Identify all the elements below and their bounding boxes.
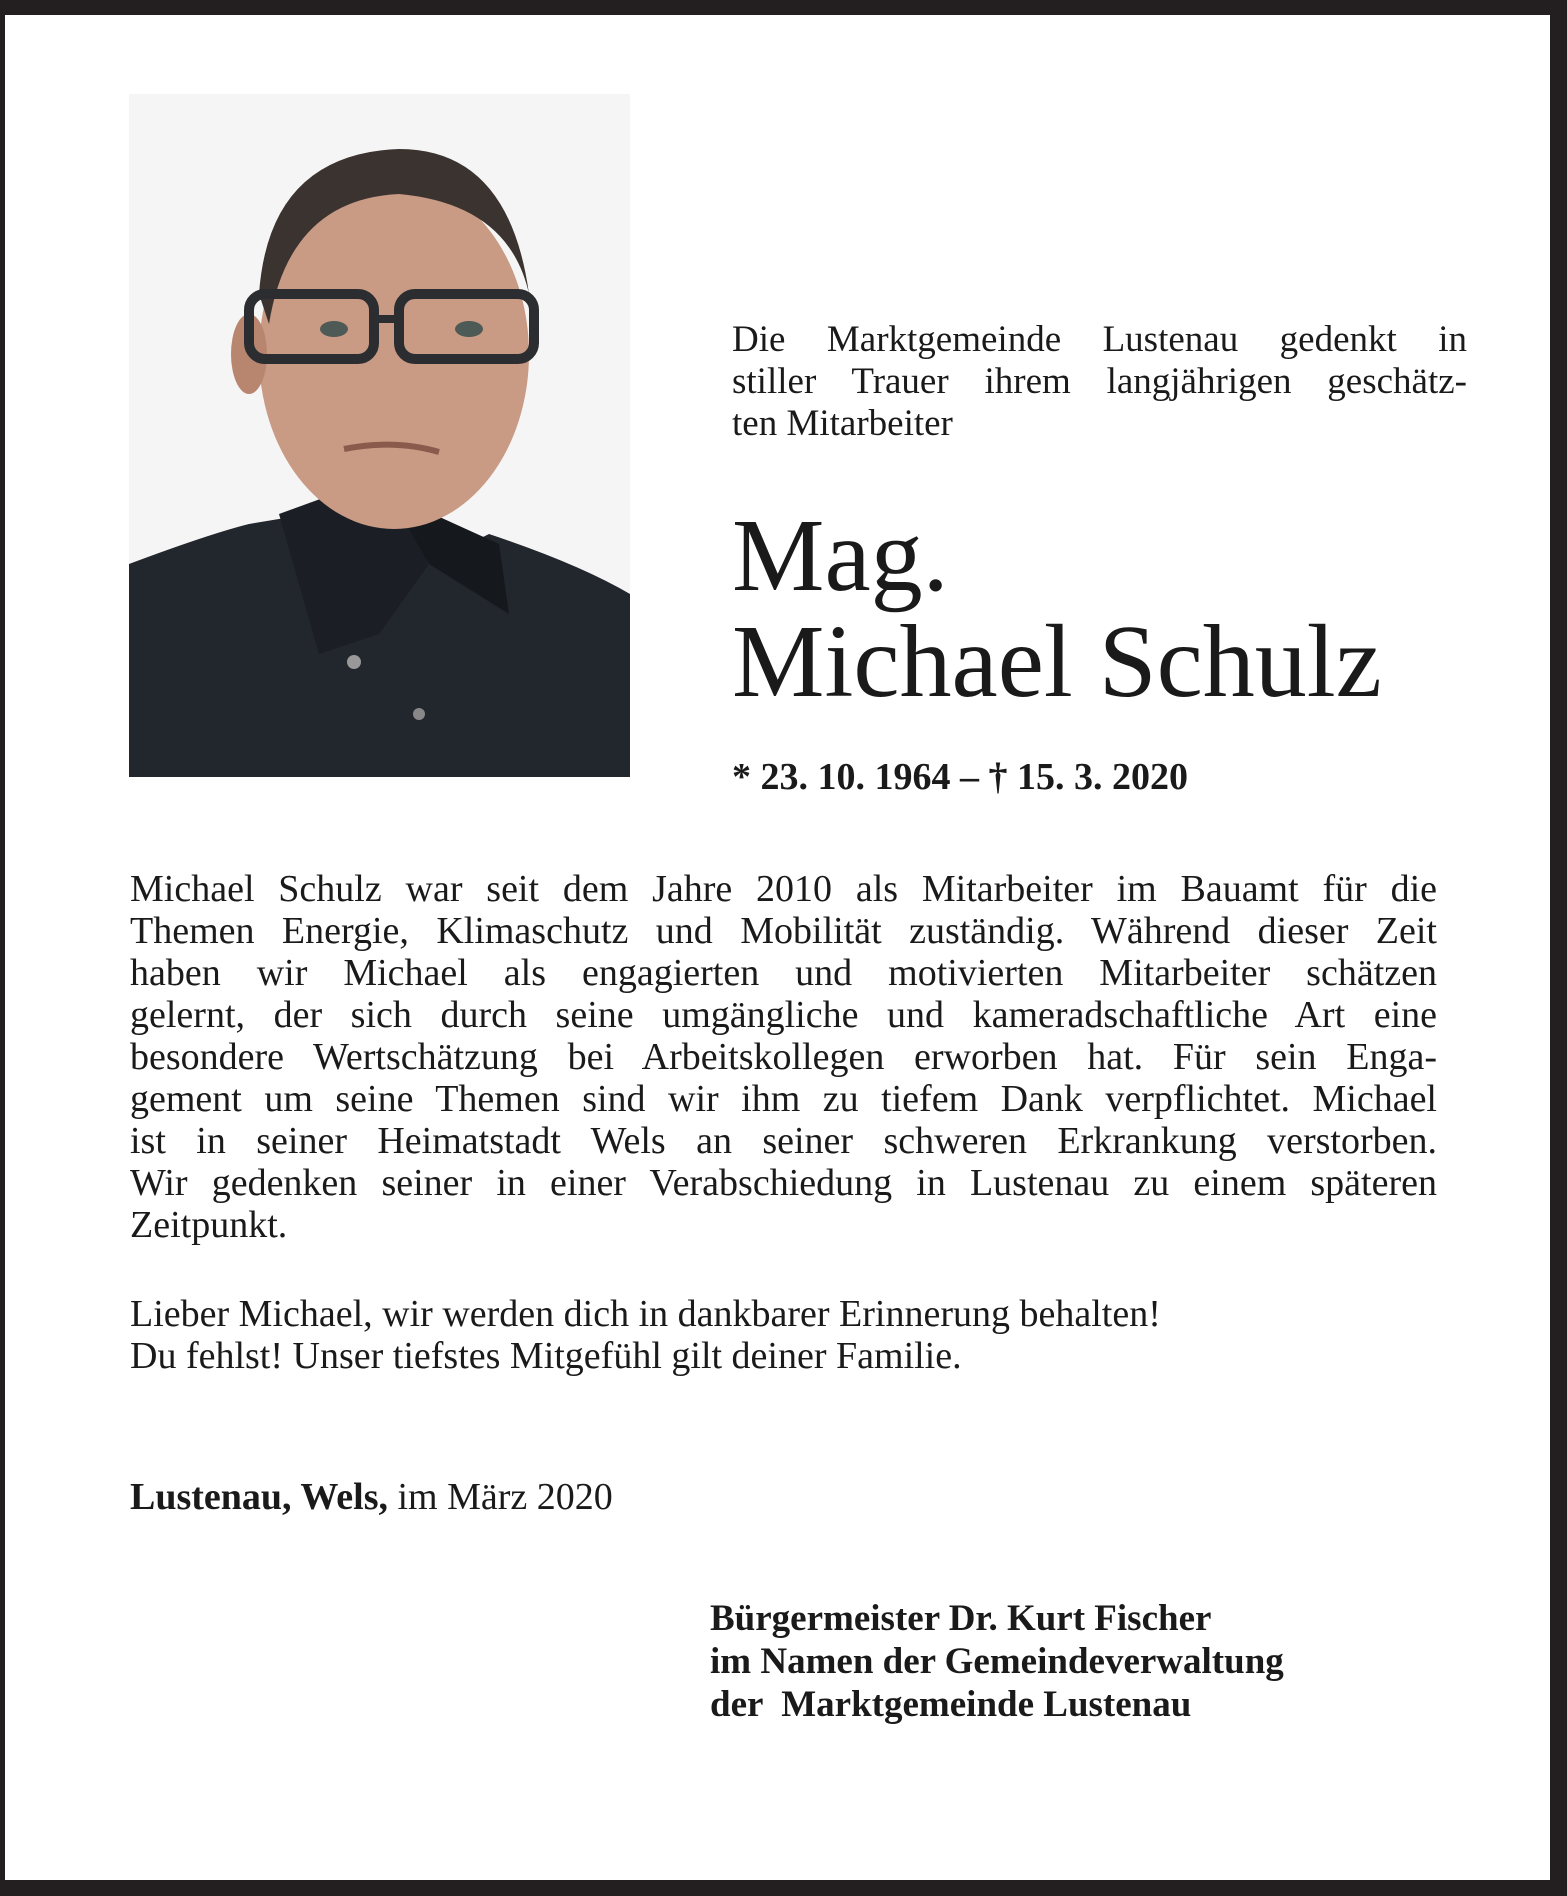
signature-block	[710, 1597, 1284, 1726]
intro-text	[732, 319, 1467, 445]
date-text: im März 2020	[387, 1476, 613, 1518]
signature-line: Bürgermeister Dr. Kurt Fischer	[710, 1598, 1212, 1639]
body-line: gelernt, der sich durch seine umgängliche und kameradschaftliche Art eine	[130, 994, 1437, 1036]
body-line: Michael Schulz war seit dem Jahre 2010 als Mitarbeiter im Bauamt für die	[130, 868, 1437, 910]
body-line: Zeitpunkt.	[130, 1204, 288, 1246]
intro-line: ten Mitarbeiter	[732, 403, 953, 444]
obituary-page	[5, 15, 1550, 1880]
obituary-body	[130, 868, 1437, 1246]
portrait-photo	[129, 94, 630, 777]
intro-line: stiller Trauer ihrem langjährigen geschätz-	[732, 361, 1467, 402]
place-date	[130, 1475, 613, 1519]
portrait-illustration	[129, 94, 630, 777]
signature-line: der Marktgemeinde Lustenau	[710, 1684, 1192, 1725]
life-dates: * 23. 10. 1964 – † 15. 3. 2020	[732, 756, 1188, 798]
place-names: Lustenau, Wels,	[130, 1476, 388, 1518]
name-title: Mag.	[732, 498, 949, 613]
body-line: haben wir Michael als engagierten und motivierten Mitarbeiter schätzen	[130, 952, 1437, 994]
body-line: ist in seiner Heimatstadt Wels an seiner schweren Erkrankung verstorben.	[130, 1120, 1437, 1162]
intro-line: Die Marktgemeinde Lustenau gedenkt in	[732, 319, 1467, 360]
body-line: besondere Wertschätzung bei Arbeitskollegen erworben hat. Für sein Enga-	[130, 1036, 1437, 1078]
name-full: Michael Schulz	[732, 604, 1382, 719]
body-line: Themen Energie, Klimaschutz und Mobilität zuständig. Während dieser Zeit	[130, 910, 1437, 952]
body-line: gement um seine Themen sind wir ihm zu tiefem Dank verpflichtet. Michael	[130, 1078, 1437, 1120]
body-line: Wir gedenken seiner in einer Verabschiedung in Lustenau zu einem späteren	[130, 1162, 1437, 1204]
signature-line: im Namen der Gemeindeverwaltung	[710, 1641, 1284, 1682]
closing-line: Lieber Michael, wir werden dich in dankbarer Erinnerung behalten!	[130, 1293, 1161, 1335]
closing-words	[130, 1293, 1161, 1377]
deceased-name	[732, 498, 1382, 719]
closing-line: Du fehlst! Unser tiefstes Mitgefühl gilt deiner Familie.	[130, 1335, 962, 1377]
